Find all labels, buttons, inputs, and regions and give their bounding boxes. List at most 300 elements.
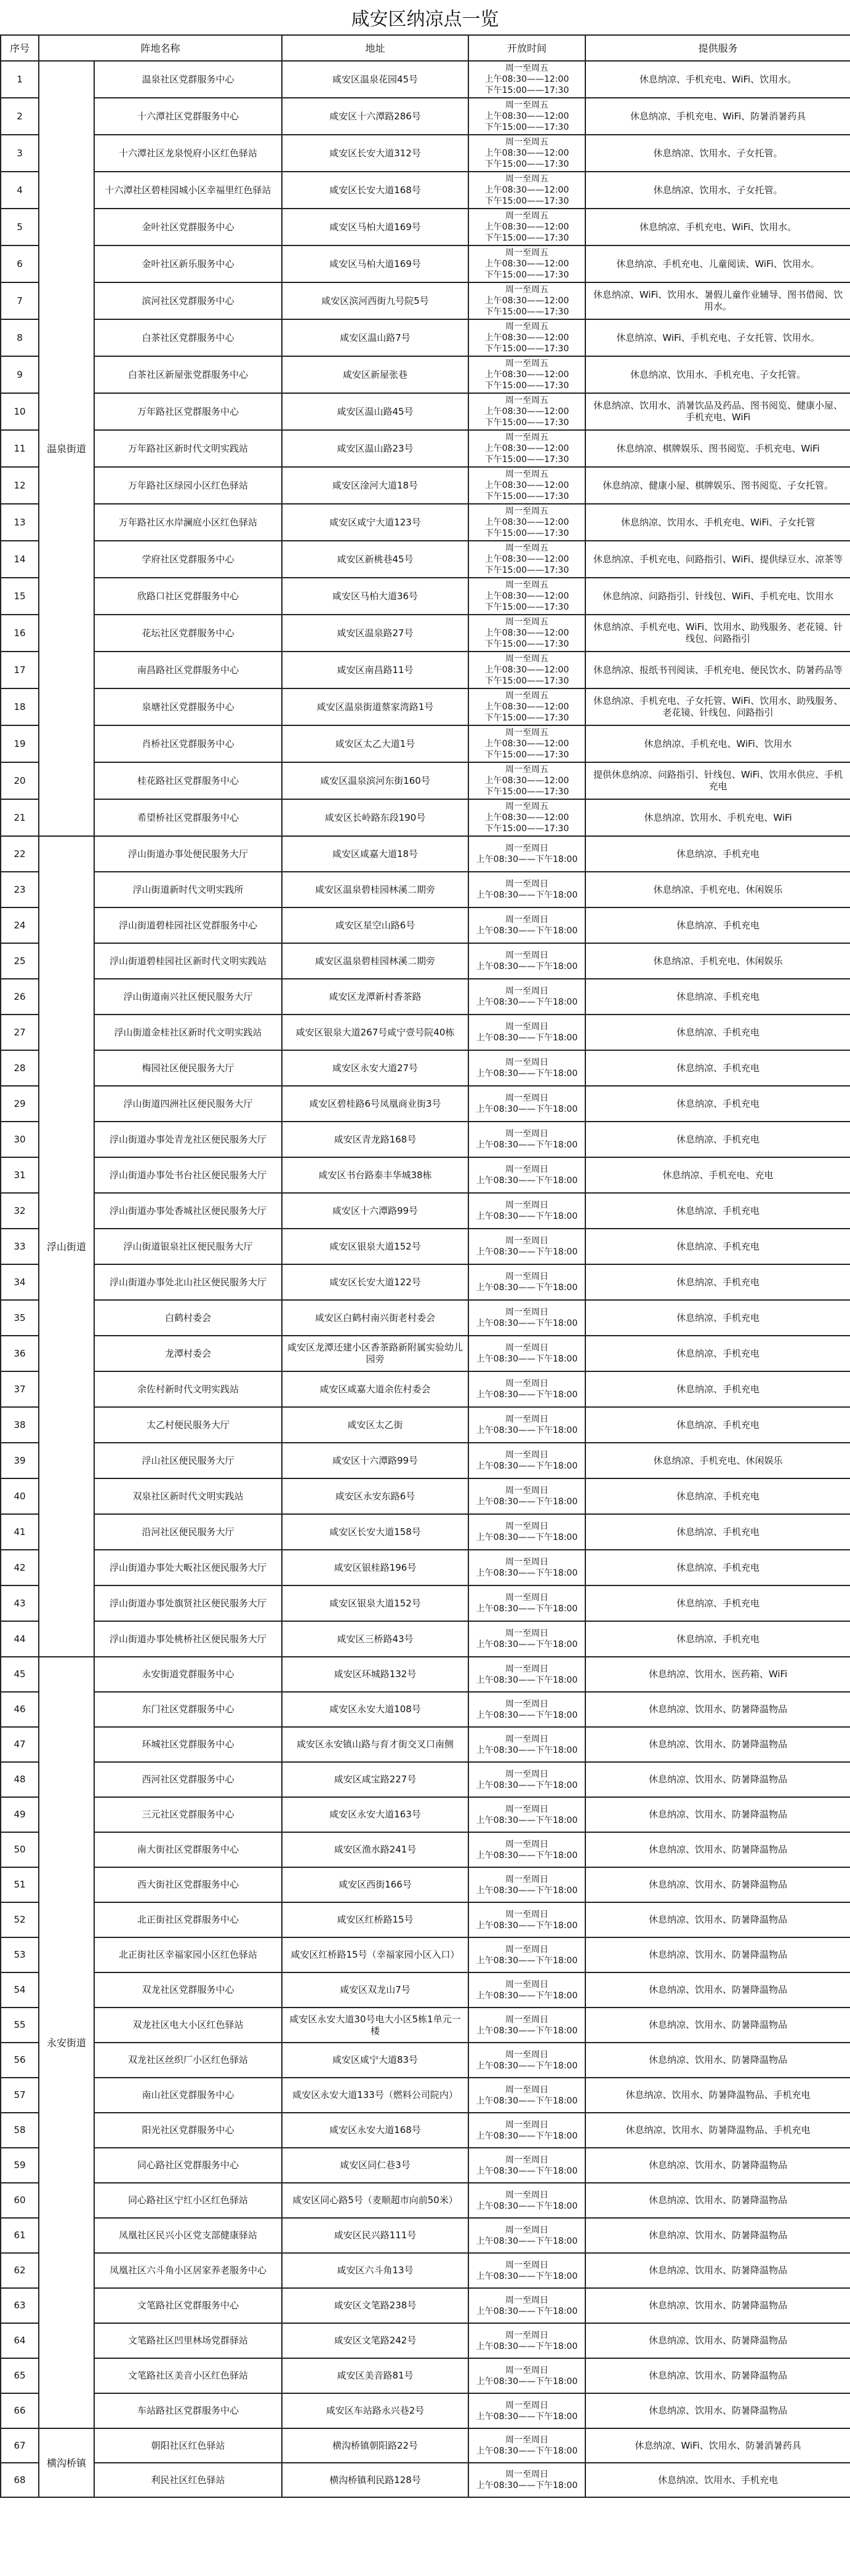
site-name: 双龙社区丝织厂小区红色驿站	[94, 2043, 282, 2078]
site-name: 南昌路社区党群服务中心	[94, 652, 282, 688]
opening-hours: 周一至周日 上午08:30——下午18:00	[468, 1867, 585, 1902]
site-name: 浮山街道办事处旗贤社区便民服务大厅	[94, 1585, 282, 1621]
site-address: 咸安区永安大道168号	[282, 2113, 468, 2148]
table-row	[1, 2043, 850, 2078]
services: 休息纳凉、手机充电、休闲娱乐	[585, 872, 850, 907]
row-index: 35	[1, 1300, 39, 1336]
row-index: 9	[1, 356, 39, 393]
row-index: 26	[1, 979, 39, 1015]
services: 休息纳凉、报纸书刊阅读、手机充电、便民饮水、防暑药品等	[585, 652, 850, 688]
row-index: 37	[1, 1371, 39, 1407]
site-name: 泉塘社区党群服务中心	[94, 688, 282, 725]
site-name: 凤凰社区六斗角小区居家养老服务中心	[94, 2253, 282, 2288]
opening-hours: 周一至周五 上午08:30——12:00 下午15:00——17:30	[468, 282, 585, 319]
site-address: 咸安区咸宁大道83号	[282, 2043, 468, 2078]
services: 休息纳凉、手机充电、休闲娱乐	[585, 1443, 850, 1478]
site-address: 咸安区民兴路111号	[282, 2218, 468, 2253]
table-row	[1, 1902, 850, 1937]
table-row	[1, 172, 850, 209]
table-row	[1, 98, 850, 135]
row-index: 34	[1, 1264, 39, 1300]
table-row	[1, 762, 850, 799]
services: 休息纳凉、饮用水、防暑降温物品	[585, 1972, 850, 2008]
table-row	[1, 2463, 850, 2497]
site-address: 咸安区马柏大道169号	[282, 245, 468, 282]
row-index: 6	[1, 245, 39, 282]
services: 休息纳凉、饮用水、防暑降温物品	[585, 1867, 850, 1902]
site-name: 浮山街道四洲社区便民服务大厅	[94, 1086, 282, 1122]
services: 休息纳凉、饮用水、防暑降温物品	[585, 2288, 850, 2323]
site-address: 咸安区三桥路43号	[282, 1621, 468, 1657]
table-row	[1, 2428, 850, 2463]
row-index: 60	[1, 2183, 39, 2218]
opening-hours: 周一至周日 上午08:30——下午18:00	[468, 836, 585, 872]
row-index: 1	[1, 61, 39, 98]
site-address: 咸安区银桂路196号	[282, 1550, 468, 1585]
site-address: 横沟桥镇朝阳路22号	[282, 2428, 468, 2463]
services: 休息纳凉、饮用水、防暑降温物品	[585, 2323, 850, 2358]
opening-hours: 周一至周日 上午08:30——下午18:00	[468, 1797, 585, 1832]
table-row	[1, 1621, 850, 1657]
site-address: 咸安区咸宁大道123号	[282, 504, 468, 541]
site-name: 车站路社区党群服务中心	[94, 2393, 282, 2428]
table-row	[1, 725, 850, 762]
services: 休息纳凉、手机充电	[585, 836, 850, 872]
site-name: 同心路社区宁红小区红色驿站	[94, 2183, 282, 2218]
site-address: 咸安区温泉路27号	[282, 615, 468, 652]
services: 休息纳凉、饮用水、防暑降温物品	[585, 1762, 850, 1797]
site-name: 金叶社区新乐服务中心	[94, 245, 282, 282]
services: 休息纳凉、手机充电、子女托管、WiFi、饮用水、助残服务、老花镜、针线包、问路指引	[585, 688, 850, 725]
row-index: 62	[1, 2253, 39, 2288]
table-row	[1, 282, 850, 319]
row-index: 61	[1, 2218, 39, 2253]
row-index: 28	[1, 1050, 39, 1086]
services: 休息纳凉、饮用水、子女托管。	[585, 172, 850, 209]
table-row	[1, 2008, 850, 2043]
site-address: 咸安区长岭路东段190号	[282, 799, 468, 836]
header-services: 提供服务	[585, 35, 850, 61]
site-address: 咸安区十六潭路99号	[282, 1443, 468, 1478]
row-index: 7	[1, 282, 39, 319]
site-name: 欣路口社区党群服务中心	[94, 578, 282, 615]
table-row	[1, 504, 850, 541]
services: 休息纳凉、饮用水、手机充电、子女托管。	[585, 356, 850, 393]
site-name: 肖桥社区党群服务中心	[94, 725, 282, 762]
opening-hours: 周一至周日 上午08:30——下午18:00	[468, 2323, 585, 2358]
row-index: 19	[1, 725, 39, 762]
opening-hours: 周一至周日 上午08:30——下午18:00	[468, 1585, 585, 1621]
services: 休息纳凉、手机充电、休闲娱乐	[585, 943, 850, 979]
opening-hours: 周一至周五 上午08:30——12:00 下午15:00——17:30	[468, 172, 585, 209]
services: 休息纳凉、饮用水、防暑降温物品	[585, 1832, 850, 1867]
site-name: 沿河社区便民服务大厅	[94, 1514, 282, 1550]
opening-hours: 周一至周日 上午08:30——下午18:00	[468, 2148, 585, 2183]
site-address: 咸安区同心路5号（麦顺超市向前50米）	[282, 2183, 468, 2218]
table-row	[1, 1122, 850, 1157]
site-address: 咸安区南昌路11号	[282, 652, 468, 688]
row-index: 3	[1, 135, 39, 172]
site-address: 咸安区十六潭路99号	[282, 1193, 468, 1229]
services: 休息纳凉、手机充电	[585, 1193, 850, 1229]
row-index: 58	[1, 2113, 39, 2148]
table-row	[1, 836, 850, 872]
services: 休息纳凉、饮用水、手机充电、WiFi、子女托管	[585, 504, 850, 541]
table-row	[1, 2113, 850, 2148]
site-name: 万年路社区新时代文明实践站	[94, 430, 282, 467]
site-name: 浮山街道办事处青龙社区便民服务大厅	[94, 1122, 282, 1157]
table-row	[1, 1015, 850, 1050]
opening-hours: 周一至周日 上午08:30——下午18:00	[468, 1478, 585, 1514]
services: 休息纳凉、手机充电	[585, 1407, 850, 1443]
site-name: 东门社区党群服务中心	[94, 1692, 282, 1727]
table-row	[1, 2148, 850, 2183]
opening-hours: 周一至周日 上午08:30——下午18:00	[468, 2253, 585, 2288]
table-row	[1, 467, 850, 504]
table-row	[1, 135, 850, 172]
table-row	[1, 2358, 850, 2393]
site-address: 咸安区淦河大道18号	[282, 467, 468, 504]
opening-hours: 周一至周日 上午08:30——下午18:00	[468, 1407, 585, 1443]
row-index: 24	[1, 907, 39, 943]
opening-hours: 周一至周日 上午08:30——下午18:00	[468, 1727, 585, 1762]
opening-hours: 周一至周五 上午08:30——12:00 下午15:00——17:30	[468, 319, 585, 356]
site-name: 双泉社区新时代文明实践站	[94, 1478, 282, 1514]
site-address: 咸安区咸宝路227号	[282, 1762, 468, 1797]
site-address: 咸安区永安大道27号	[282, 1050, 468, 1086]
site-name: 桂花路社区党群服务中心	[94, 762, 282, 799]
opening-hours: 周一至周日 上午08:30——下午18:00	[468, 1015, 585, 1050]
services: 休息纳凉、手机充电	[585, 907, 850, 943]
table-body	[1, 61, 850, 2497]
site-address: 咸安区长安大道158号	[282, 1514, 468, 1550]
table-row	[1, 1937, 850, 1972]
site-address: 咸安区咸嘉大道余佐村委会	[282, 1371, 468, 1407]
services: 休息纳凉、饮用水、防暑降温物品	[585, 1692, 850, 1727]
row-index: 15	[1, 578, 39, 615]
table-row	[1, 1086, 850, 1122]
row-index: 53	[1, 1937, 39, 1972]
site-name: 希望桥社区党群服务中心	[94, 799, 282, 836]
site-name: 永安街道党群服务中心	[94, 1657, 282, 1692]
site-address: 咸安区温泉碧桂园林溪二期旁	[282, 943, 468, 979]
table-row	[1, 1657, 850, 1692]
site-name: 白鹤村委会	[94, 1300, 282, 1336]
table-row	[1, 2183, 850, 2218]
table-row	[1, 872, 850, 907]
services: 休息纳凉、饮用水、防暑降温物品	[585, 2218, 850, 2253]
site-name: 浮山街道银泉社区便民服务大厅	[94, 1229, 282, 1264]
opening-hours: 周一至周五 上午08:30——12:00 下午15:00——17:30	[468, 615, 585, 652]
site-name: 浮山街道办事处大畈社区便民服务大厅	[94, 1550, 282, 1585]
row-index: 55	[1, 2008, 39, 2043]
services: 休息纳凉、手机充电	[585, 1264, 850, 1300]
row-index: 66	[1, 2393, 39, 2428]
site-name: 北正街社区党群服务中心	[94, 1902, 282, 1937]
services: 休息纳凉、手机充电、充电	[585, 1157, 850, 1193]
site-address: 咸安区温泉街道蔡家湾路1号	[282, 688, 468, 725]
site-name: 浮山街道办事处桃桥社区便民服务大厅	[94, 1621, 282, 1657]
services: 休息纳凉、饮用水、防暑降温物品	[585, 2148, 850, 2183]
site-address: 咸安区永安镇山路与育才街交叉口南侧	[282, 1727, 468, 1762]
row-index: 12	[1, 467, 39, 504]
table-row	[1, 688, 850, 725]
opening-hours: 周一至周日 上午08:30——下午18:00	[468, 1443, 585, 1478]
site-address: 咸安区长安大道122号	[282, 1264, 468, 1300]
opening-hours: 周一至周五 上午08:30——12:00 下午15:00——17:30	[468, 245, 585, 282]
site-address: 咸安区龙潭还建小区香茶路新附属实验幼儿园旁	[282, 1336, 468, 1371]
services: 休息纳凉、手机充电	[585, 1514, 850, 1550]
site-name: 万年路社区水岸澜庭小区红色驿站	[94, 504, 282, 541]
site-name: 滨河社区党群服务中心	[94, 282, 282, 319]
row-index: 52	[1, 1902, 39, 1937]
site-address: 咸安区美音路81号	[282, 2358, 468, 2393]
services: 休息纳凉、饮用水、防暑降温物品	[585, 1902, 850, 1937]
opening-hours: 周一至周日 上午08:30——下午18:00	[468, 1336, 585, 1371]
table-row	[1, 356, 850, 393]
site-address: 咸安区新桃巷45号	[282, 541, 468, 578]
services: 休息纳凉、手机充电、儿童阅读、WiFi、饮用水。	[585, 245, 850, 282]
row-index: 2	[1, 98, 39, 135]
table-row	[1, 2393, 850, 2428]
opening-hours: 周一至周日 上午08:30——下午18:00	[468, 2008, 585, 2043]
opening-hours: 周一至周日 上午08:30——下午18:00	[468, 1086, 585, 1122]
table-row	[1, 1867, 850, 1902]
opening-hours: 周一至周日 上午08:30——下午18:00	[468, 1550, 585, 1585]
table-row	[1, 652, 850, 688]
opening-hours: 周一至周五 上午08:30——12:00 下午15:00——17:30	[468, 578, 585, 615]
site-address: 咸安区温泉碧桂园林溪二期旁	[282, 872, 468, 907]
site-address: 咸安区永安大道163号	[282, 1797, 468, 1832]
table-row	[1, 1797, 850, 1832]
site-name: 白茶社区党群服务中心	[94, 319, 282, 356]
opening-hours: 周一至周日 上午08:30——下午18:00	[468, 2428, 585, 2463]
opening-hours: 周一至周日 上午08:30——下午18:00	[468, 1157, 585, 1193]
table-row	[1, 1832, 850, 1867]
row-index: 18	[1, 688, 39, 725]
opening-hours: 周一至周日 上午08:30——下午18:00	[468, 2463, 585, 2497]
services: 休息纳凉、手机充电	[585, 1086, 850, 1122]
site-name: 凤凰社区民兴小区党支部健康驿站	[94, 2218, 282, 2253]
opening-hours: 周一至周五 上午08:30——12:00 下午15:00——17:30	[468, 541, 585, 578]
services: 休息纳凉、WiFi、饮用水、暑假儿童作业辅导、图书借阅、饮用水。	[585, 282, 850, 319]
site-address: 咸安区银泉大道152号	[282, 1229, 468, 1264]
services: 休息纳凉、手机充电、WiFi、饮用水。	[585, 209, 850, 245]
row-index: 45	[1, 1657, 39, 1692]
row-index: 49	[1, 1797, 39, 1832]
site-address: 咸安区同仁巷3号	[282, 2148, 468, 2183]
header-index: 序号	[1, 35, 39, 61]
row-index: 64	[1, 2323, 39, 2358]
site-name: 十六潭社区党群服务中心	[94, 98, 282, 135]
opening-hours: 周一至周日 上午08:30——下午18:00	[468, 1972, 585, 2008]
opening-hours: 周一至周日 上午08:30——下午18:00	[468, 2113, 585, 2148]
opening-hours: 周一至周日 上午08:30——下午18:00	[468, 1300, 585, 1336]
services: 休息纳凉、手机充电、WiFi、饮用水。	[585, 61, 850, 98]
table-row	[1, 1229, 850, 1264]
site-name: 双龙社区电大小区红色驿站	[94, 2008, 282, 2043]
cooling-points-table	[0, 34, 850, 2498]
table-row	[1, 2078, 850, 2113]
row-index: 46	[1, 1692, 39, 1727]
services: 休息纳凉、手机充电	[585, 1229, 850, 1264]
row-index: 27	[1, 1015, 39, 1050]
services: 休息纳凉、问路指引、针线包、WiFi、手机充电、饮用水	[585, 578, 850, 615]
row-index: 31	[1, 1157, 39, 1193]
services: 休息纳凉、饮用水、防暑降温物品	[585, 2358, 850, 2393]
site-address: 咸安区银泉大道152号	[282, 1585, 468, 1621]
services: 休息纳凉、手机充电	[585, 1621, 850, 1657]
site-address: 咸安区永安大道30号电大小区5栋1单元一楼	[282, 2008, 468, 2043]
opening-hours: 周一至周日 上午08:30——下午18:00	[468, 1264, 585, 1300]
opening-hours: 周一至周五 上午08:30——12:00 下午15:00——17:30	[468, 356, 585, 393]
site-name: 浮山社区便民服务大厅	[94, 1443, 282, 1478]
services: 休息纳凉、饮用水、防暑降温物品	[585, 2008, 850, 2043]
services: 休息纳凉、饮用水、防暑降温物品	[585, 1937, 850, 1972]
site-name: 太乙村便民服务大厅	[94, 1407, 282, 1443]
row-index: 63	[1, 2288, 39, 2323]
row-index: 40	[1, 1478, 39, 1514]
table-row	[1, 2288, 850, 2323]
row-index: 57	[1, 2078, 39, 2113]
site-name: 学府社区党群服务中心	[94, 541, 282, 578]
row-index: 8	[1, 319, 39, 356]
table-row	[1, 2323, 850, 2358]
site-address: 咸安区长安大道312号	[282, 135, 468, 172]
street-label: 横沟桥镇	[39, 2428, 94, 2497]
services: 休息纳凉、手机充电	[585, 1015, 850, 1050]
site-name: 花坛社区党群服务中心	[94, 615, 282, 652]
row-index: 65	[1, 2358, 39, 2393]
row-index: 33	[1, 1229, 39, 1264]
opening-hours: 周一至周日 上午08:30——下午18:00	[468, 1762, 585, 1797]
opening-hours: 周一至周五 上午08:30——12:00 下午15:00——17:30	[468, 652, 585, 688]
services: 提供休息纳凉、问路指引、针线包、WiFi、饮用水供应、手机充电	[585, 762, 850, 799]
services: 休息纳凉、饮用水、防暑降温物品	[585, 2043, 850, 2078]
site-address: 咸安区温山路45号	[282, 393, 468, 430]
site-name: 温泉社区党群服务中心	[94, 61, 282, 98]
site-name: 浮山街道碧桂园社区党群服务中心	[94, 907, 282, 943]
site-address: 咸安区永安东路6号	[282, 1478, 468, 1514]
site-name: 北正街社区幸福家园小区红色驿站	[94, 1937, 282, 1972]
table-row	[1, 61, 850, 98]
services: 休息纳凉、手机充电	[585, 1478, 850, 1514]
street-label: 永安街道	[39, 1657, 94, 2428]
opening-hours: 周一至周五 上午08:30——12:00 下午15:00——17:30	[468, 135, 585, 172]
table-row	[1, 1972, 850, 2008]
site-address: 咸安区太乙大道1号	[282, 725, 468, 762]
services: 休息纳凉、手机充电	[585, 1122, 850, 1157]
site-address: 横沟桥镇利民路128号	[282, 2463, 468, 2497]
row-index: 13	[1, 504, 39, 541]
site-name: 十六潭社区龙泉悦府小区红色驿站	[94, 135, 282, 172]
services: 休息纳凉、饮用水、手机充电、WiFi	[585, 799, 850, 836]
table-row	[1, 245, 850, 282]
table-header-row	[1, 35, 850, 61]
table-row	[1, 1300, 850, 1336]
site-address: 咸安区渔水路241号	[282, 1832, 468, 1867]
table-row	[1, 1550, 850, 1585]
street-label: 温泉街道	[39, 61, 94, 836]
table-row	[1, 1336, 850, 1371]
site-address: 咸安区龙潭新村香茶路	[282, 979, 468, 1015]
opening-hours: 周一至周日 上午08:30——下午18:00	[468, 1832, 585, 1867]
site-address: 咸安区红桥路15号	[282, 1902, 468, 1937]
services: 休息纳凉、饮用水、防暑降温物品	[585, 2253, 850, 2288]
site-address: 咸安区银泉大道267号咸宁壹号院40栋	[282, 1015, 468, 1050]
row-index: 32	[1, 1193, 39, 1229]
table-row	[1, 393, 850, 430]
site-name: 西大街社区党群服务中心	[94, 1867, 282, 1902]
table-row	[1, 1050, 850, 1086]
row-index: 10	[1, 393, 39, 430]
site-name: 金叶社区党群服务中心	[94, 209, 282, 245]
site-name: 南山社区党群服务中心	[94, 2078, 282, 2113]
services: 休息纳凉、饮用水、防暑降温物品	[585, 2393, 850, 2428]
opening-hours: 周一至周日 上午08:30——下午18:00	[468, 1229, 585, 1264]
site-address: 咸安区永安大道108号	[282, 1692, 468, 1727]
services: 休息纳凉、健康小屋、棋牌娱乐、图书阅览、子女托管。	[585, 467, 850, 504]
row-index: 54	[1, 1972, 39, 2008]
site-address: 咸安区白鹤村南兴街老村委会	[282, 1300, 468, 1336]
site-name: 十六潭社区碧桂园城小区幸福里红色驿站	[94, 172, 282, 209]
services: 休息纳凉、饮用水、医药箱、WiFi	[585, 1657, 850, 1692]
site-address: 咸安区温山路23号	[282, 430, 468, 467]
site-address: 咸安区青龙路168号	[282, 1122, 468, 1157]
opening-hours: 周一至周五 上午08:30——12:00 下午15:00——17:30	[468, 393, 585, 430]
row-index: 50	[1, 1832, 39, 1867]
site-name: 浮山街道办事处便民服务大厅	[94, 836, 282, 872]
services: 休息纳凉、饮用水、手机充电	[585, 2463, 850, 2497]
table-row	[1, 2253, 850, 2288]
table-row	[1, 2218, 850, 2253]
table-row	[1, 1407, 850, 1443]
site-name: 阳光社区党群服务中心	[94, 2113, 282, 2148]
row-index: 4	[1, 172, 39, 209]
row-index: 25	[1, 943, 39, 979]
opening-hours: 周一至周日 上午08:30——下午18:00	[468, 872, 585, 907]
table-row	[1, 1514, 850, 1550]
site-address: 咸安区六斗角13号	[282, 2253, 468, 2288]
site-name: 文笔路社区美音小区红色驿站	[94, 2358, 282, 2393]
opening-hours: 周一至周日 上午08:30——下午18:00	[468, 1514, 585, 1550]
site-address: 咸安区长安大道168号	[282, 172, 468, 209]
header-address: 地址	[282, 35, 468, 61]
opening-hours: 周一至周日 上午08:30——下午18:00	[468, 1902, 585, 1937]
site-name: 文笔路社区党群服务中心	[94, 2288, 282, 2323]
site-address: 咸安区书台路泰丰华城38栋	[282, 1157, 468, 1193]
services: 休息纳凉、手机充电	[585, 1336, 850, 1371]
row-index: 67	[1, 2428, 39, 2463]
site-name: 浮山街道金桂社区新时代文明实践站	[94, 1015, 282, 1050]
opening-hours: 周一至周日 上午08:30——下午18:00	[468, 1050, 585, 1086]
opening-hours: 周一至周日 上午08:30——下午18:00	[468, 1122, 585, 1157]
table-row	[1, 907, 850, 943]
table-row	[1, 1264, 850, 1300]
site-name: 万年路社区党群服务中心	[94, 393, 282, 430]
table-row	[1, 615, 850, 652]
site-address: 咸安区马柏大道36号	[282, 578, 468, 615]
opening-hours: 周一至周五 上午08:30——12:00 下午15:00——17:30	[468, 504, 585, 541]
site-address: 咸安区马柏大道169号	[282, 209, 468, 245]
services: 休息纳凉、手机充电	[585, 1371, 850, 1407]
row-index: 47	[1, 1727, 39, 1762]
site-name: 浮山街道办事处北山社区便民服务大厅	[94, 1264, 282, 1300]
table-row	[1, 799, 850, 836]
site-address: 咸安区西街166号	[282, 1867, 468, 1902]
opening-hours: 周一至周日 上午08:30——下午18:00	[468, 979, 585, 1015]
opening-hours: 周一至周日 上午08:30——下午18:00	[468, 2078, 585, 2113]
